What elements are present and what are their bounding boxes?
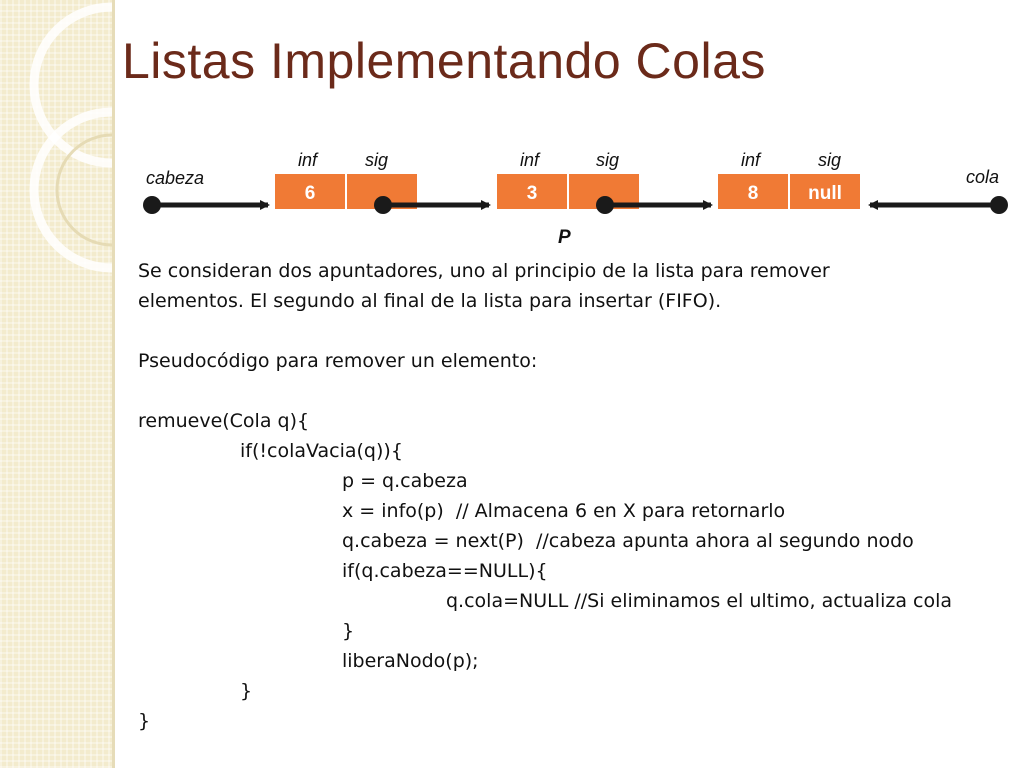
code-line-8: } [342,620,355,642]
node-3-next-null: null [808,183,842,204]
node-1-value: 6 [304,183,316,204]
page-title: Listas Implementando Colas [122,33,766,89]
node-2-inf-label: inf [520,150,540,170]
code-line-11: } [138,710,151,732]
description-line-1: Se consideran dos apuntadores, uno al principio de la lista para remover [138,260,830,282]
node-2-sig-label: sig [596,150,620,170]
node-3-inf-label: inf [741,150,761,170]
pseudocode-heading: Pseudocódigo para remover un elemento: [138,350,538,372]
code-line-5: q.cabeza = next(P) //cabeza apunta ahora al segundo nodo [342,530,914,552]
description-line-2: elementos. El segundo al final de la lista para insertar (FIFO). [138,290,722,312]
code-line-2: if(!colaVacia(q)){ [240,440,403,462]
code-line-7: q.cola=NULL //Si eliminamos el ultimo, actualiza cola [446,590,953,612]
cola-label: cola [966,167,1000,187]
cabeza-dot [143,196,161,214]
node-3-sig-label: sig [818,150,842,170]
cola-dot [990,196,1008,214]
node-3-value: 8 [747,183,759,204]
code-line-10: } [240,680,253,702]
linked-list-diagram [0,0,1024,256]
code-line-1: remueve(Cola q){ [138,410,310,432]
p-pointer-label: P [558,227,571,248]
node-2-pointer-dot [596,196,614,214]
code-line-3: p = q.cabeza [342,470,468,492]
node-2 [496,150,640,210]
cabeza-label: cabeza [146,168,205,188]
node-3 [717,150,861,210]
code-line-4: x = info(p) // Almacena 6 en X para retornarlo [342,500,786,522]
node-1-inf-label: inf [298,150,318,170]
code-line-9: liberaNodo(p); [342,650,479,672]
node-1-pointer-dot [374,196,392,214]
node-1-sig-label: sig [365,150,389,170]
code-line-6: if(q.cabeza==NULL){ [342,560,548,582]
node-1 [274,150,418,210]
node-2-value: 3 [526,183,538,204]
